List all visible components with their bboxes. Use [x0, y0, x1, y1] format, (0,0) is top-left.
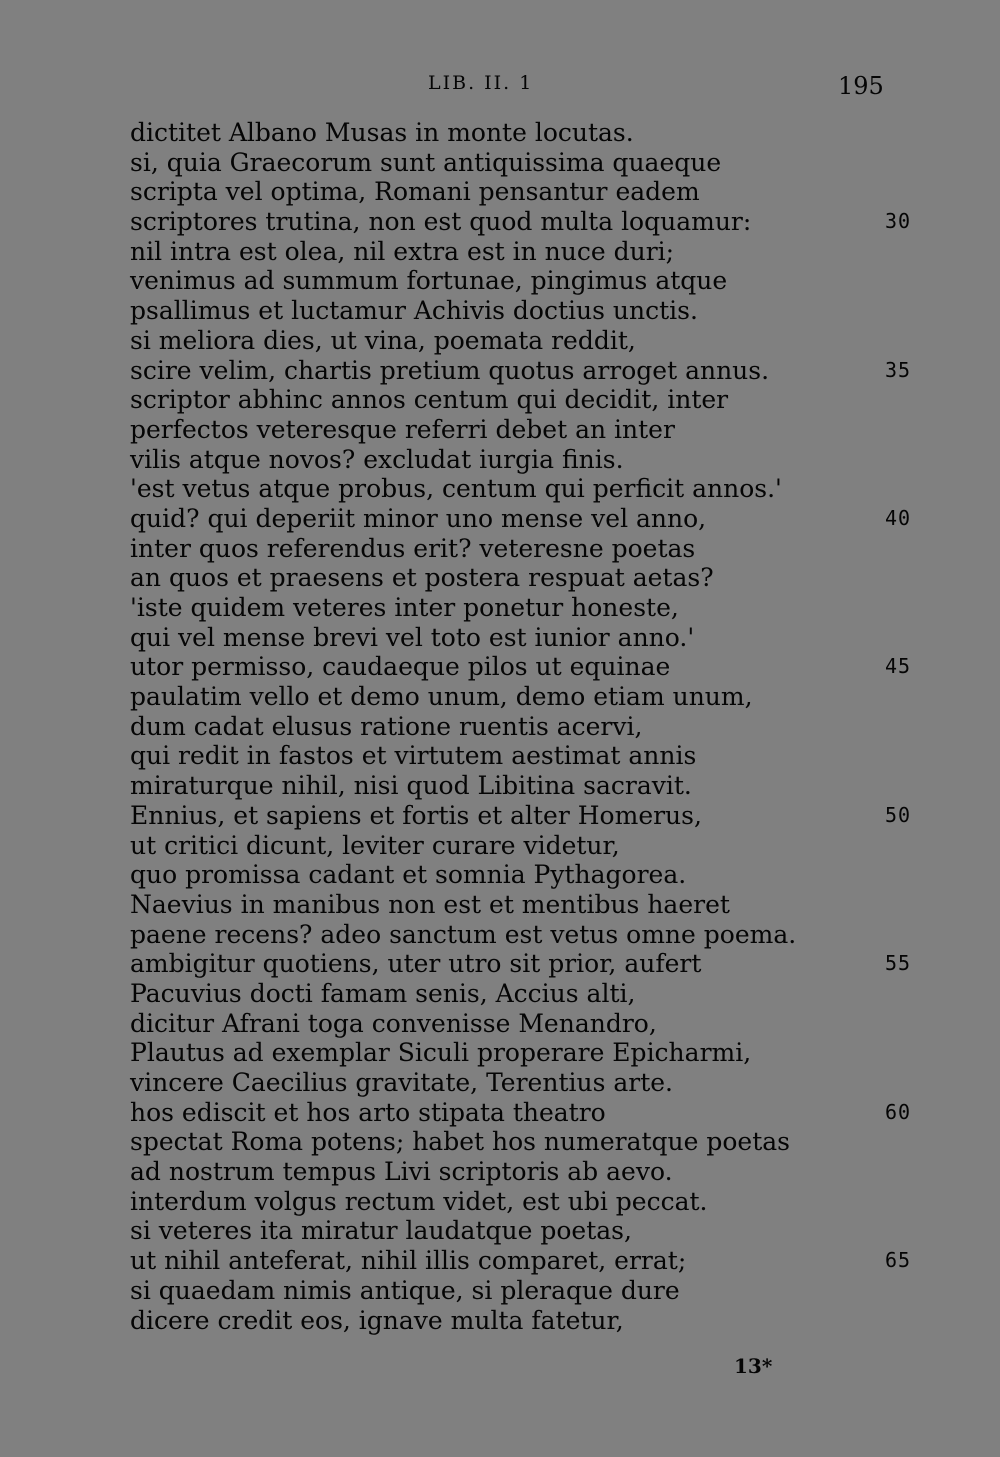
verse-line [130, 1187, 990, 1217]
verse-text: interdum volgus rectum videt, est ubi peccat. [130, 1186, 708, 1216]
line-number: 30 [885, 209, 912, 234]
verse-line [130, 831, 990, 861]
verse-text: vincere Caecilius gravitate, Terentius arte. [130, 1068, 674, 1097]
verse-text: venimus ad summum fortunae, pingimus atque [130, 266, 728, 296]
verse-text: 'est vetus atque probus, centum qui perficit annos.' [130, 474, 782, 504]
verse-text: spectat Roma potens; habet hos numeratque poetas [130, 1127, 791, 1157]
verse-text: scripta vel optima, Romani pensantur eadem [130, 177, 700, 207]
running-head: LIB. II. 1 [428, 72, 534, 94]
verse-text: Plautus ad exemplar Siculi properare Epicharmi, [130, 1038, 752, 1068]
verse-line [130, 890, 990, 920]
verse-line [130, 1038, 990, 1068]
verse-line [130, 1068, 990, 1098]
verse-line [130, 207, 990, 237]
verse-text: psallimus et luctamur Achivis doctius unctis. [130, 296, 698, 326]
verse-text: scriptor abhinc annos centum qui decidit, inter [130, 385, 729, 415]
verse-text: Naevius in manibus non est et mentibus haeret [130, 889, 730, 919]
verse-line [130, 1098, 990, 1128]
verse-text: 'iste quidem veteres inter ponetur honeste, [130, 593, 679, 622]
verse-text: Pacuvius docti famam senis, Accius alti, [130, 978, 636, 1008]
verse-line [130, 1157, 990, 1187]
verse-line [130, 1216, 990, 1246]
verse-block [130, 118, 990, 1335]
verse-text: dictitet Albano Musas in monte locutas. [130, 118, 634, 147]
verse-line [130, 504, 990, 534]
verse-line [130, 385, 990, 415]
verse-text: ambigitur quotiens, uter utro sit prior, aufert [130, 949, 702, 979]
verse-text: qui redit in fastos et virtutem aestimat annis [130, 741, 697, 771]
verse-text: an quos et praesens et postera respuat aetas? [130, 563, 714, 593]
verse-text: scire velim, chartis pretium quotus arroget annus. [130, 355, 770, 385]
verse-text: hos ediscit et hos arto stipata theatro [130, 1097, 606, 1127]
verse-line [130, 771, 990, 801]
verse-line [130, 949, 990, 979]
line-number: 40 [885, 505, 912, 530]
verse-line [130, 148, 990, 178]
verse-line [130, 741, 990, 771]
verse-line [130, 1009, 990, 1039]
verse-text: inter quos referendus erit? veteresne poetas [130, 533, 696, 563]
verse-text: paulatim vello et demo unum, demo etiam unum, [130, 682, 753, 712]
verse-text: ut critici dicunt, leviter curare videtur, [130, 830, 620, 860]
verse-line [130, 415, 990, 445]
verse-text: miraturque nihil, nisi quod Libitina sacravit. [130, 771, 692, 801]
verse-line [130, 1246, 990, 1276]
verse-text: utor permisso, caudaeque pilos ut equinae [130, 652, 671, 682]
line-number: 55 [885, 951, 912, 976]
line-number: 45 [885, 654, 912, 679]
verse-line [130, 237, 990, 267]
verse-line [130, 296, 990, 326]
verse-line [130, 118, 990, 148]
verse-text: si meliora dies, ut vina, poemata reddit, [130, 325, 636, 355]
verse-line [130, 326, 990, 356]
verse-text: vilis atque novos? excludat iurgia finis. [130, 444, 624, 474]
verse-text: dicitur Afrani toga convenisse Menandro, [130, 1008, 657, 1038]
verse-text: si veteres ita miratur laudatque poetas, [130, 1216, 632, 1246]
verse-text: nil intra est olea, nil extra est in nuce duri; [130, 236, 675, 266]
line-number: 65 [885, 1248, 912, 1273]
line-number: 50 [885, 802, 912, 827]
verse-text: dicere credit eos, ignave multa fatetur, [130, 1305, 624, 1335]
verse-text: Ennius, et sapiens et fortis et alter Homerus, [130, 800, 702, 830]
verse-line [130, 1127, 990, 1157]
verse-line [130, 445, 990, 475]
verse-line [130, 1276, 990, 1306]
verse-line [130, 563, 990, 593]
page-number: 195 [838, 72, 884, 100]
verse-line [130, 712, 990, 742]
signature-mark: 13* [734, 1354, 773, 1378]
verse-line [130, 1306, 990, 1336]
verse-line [130, 801, 990, 831]
verse-text: scriptores trutina, non est quod multa loquamur: [130, 207, 752, 237]
verse-text: si quaedam nimis antique, si pleraque dure [130, 1275, 680, 1305]
verse-line [130, 652, 990, 682]
verse-line [130, 593, 990, 623]
verse-text: paene recens? adeo sanctum est vetus omne poema. [130, 919, 797, 949]
verse-line [130, 860, 990, 890]
verse-text: perfectos veteresque referri debet an inter [130, 414, 675, 444]
verse-text: si, quia Graecorum sunt antiquissima quaeque [130, 147, 722, 177]
verse-line [130, 177, 990, 207]
verse-line [130, 266, 990, 296]
verse-line [130, 920, 990, 950]
verse-text: qui vel mense brevi vel toto est iunior anno.' [130, 622, 695, 652]
verse-text: ad nostrum tempus Livi scriptoris ab aevo. [130, 1157, 673, 1187]
line-number: 35 [885, 357, 912, 382]
line-number: 60 [885, 1099, 912, 1124]
verse-text: quo promissa cadant et somnia Pythagorea. [130, 860, 687, 890]
verse-line [130, 979, 990, 1009]
verse-line [130, 623, 990, 653]
verse-text: quid? qui deperiit minor uno mense vel anno, [130, 503, 707, 533]
verse-text: ut nihil anteferat, nihil illis comparet, errat; [130, 1246, 687, 1276]
verse-line [130, 356, 990, 386]
verse-line [130, 474, 990, 504]
verse-line [130, 682, 990, 712]
verse-text: dum cadat elusus ratione ruentis acervi, [130, 711, 643, 741]
verse-line [130, 534, 990, 564]
